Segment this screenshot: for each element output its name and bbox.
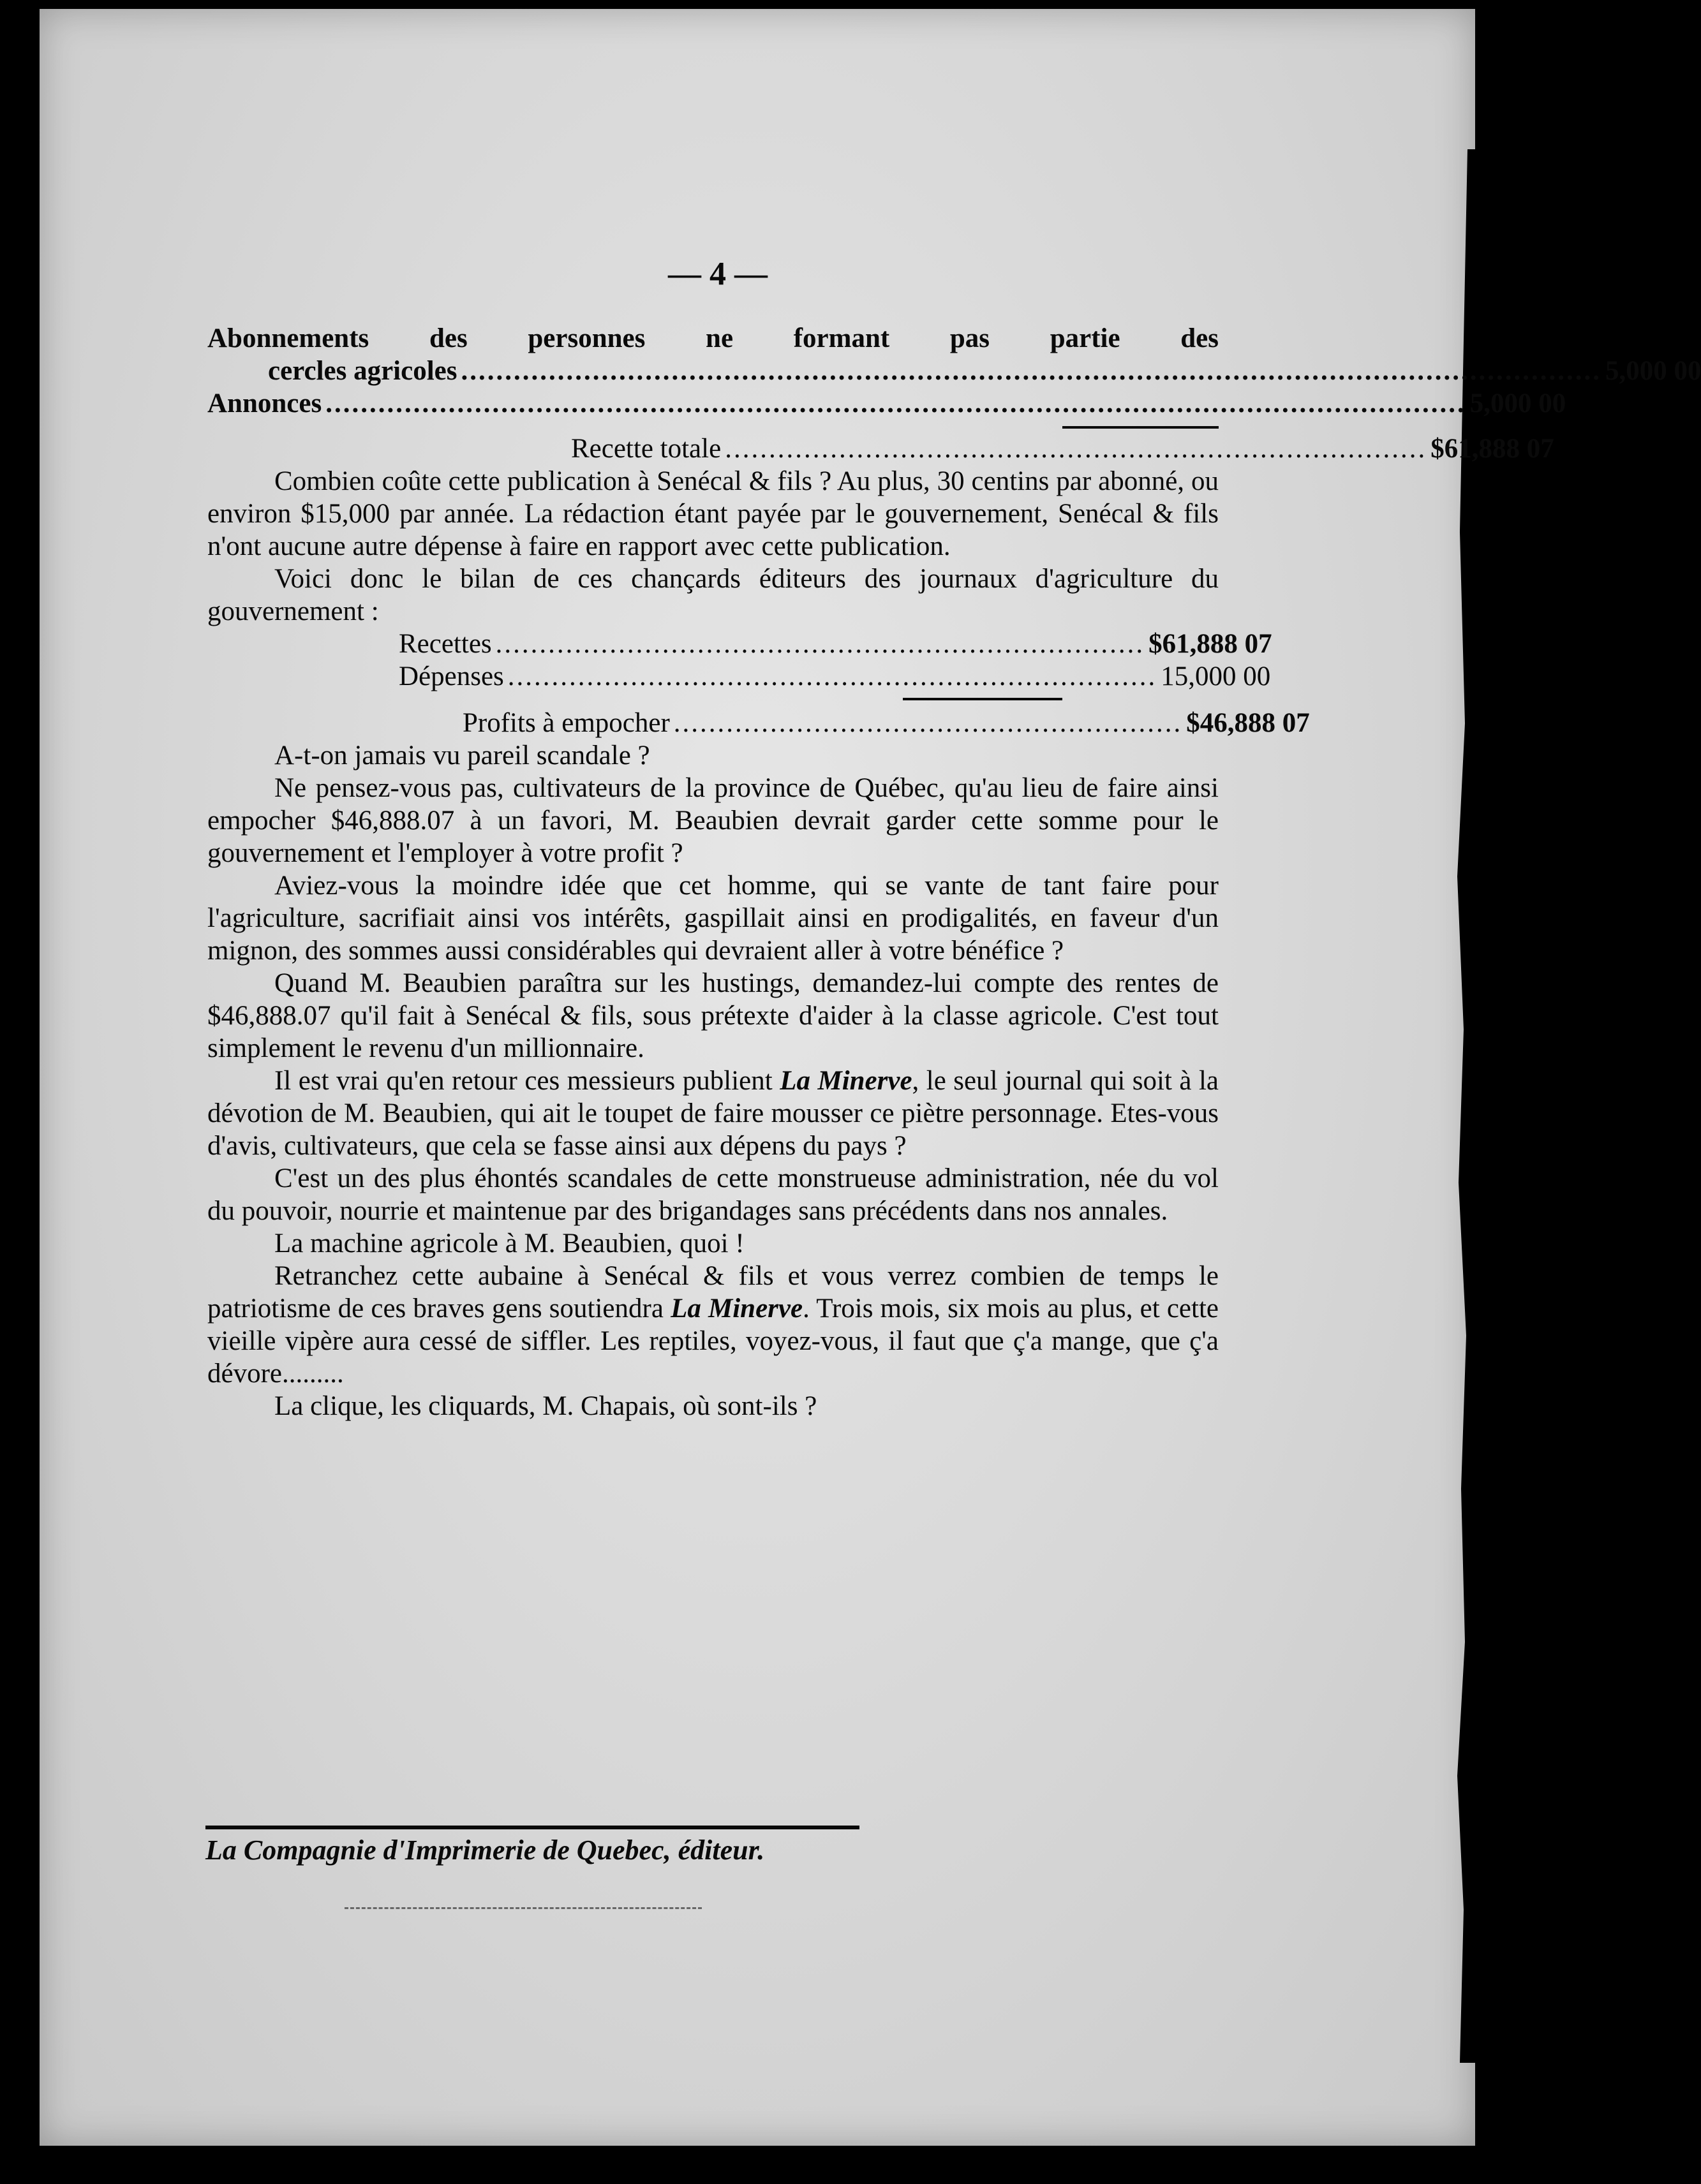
recettes-amount: $61,888 07 (1148, 629, 1272, 659)
footer-rule (205, 1826, 859, 1829)
profits-rule (903, 698, 1062, 700)
dot-leader: .......................................................................... (507, 661, 1157, 691)
dot-leader: .................................................................................................................................. (461, 356, 1601, 386)
dot-leader: .................................................................................................................................. (325, 388, 1466, 418)
footer-dashed-line (345, 1907, 702, 1909)
paragraph-moindre-idee: Aviez-vous la moindre idée que cet homme, qui se vante de tant faire pour l'agriculture, sacrifiait ainsi vos intérêts, gaspillait ainsi en prodigalités, en faveur d'un mignon, des sommes aussi considérables qui devraient aller à votre bénéfice ? (207, 871, 1219, 966)
paragraph-retranchez-part1: Retranchez cette aubaine à Senécal & fils et vous verrez combien de temps le patriotisme de ces braves gens soutiendra (207, 1261, 1219, 1324)
paragraph-minerve (207, 1065, 1219, 1162)
paragraph-scandale: A-t-on jamais vu pareil scandale ? (274, 741, 650, 771)
recette-totale-amount: $61,888 07 (1430, 434, 1554, 464)
annonces-row (207, 387, 1566, 420)
balance-table (399, 628, 1310, 739)
paragraph-retranchez-part2: . Trois mois, six mois au plus, et cette vieille vipère aura cessé de siffler. Les reptiles, voyez-vous, il faut que ç'a mange, que ç'a dévore......... (207, 1294, 1219, 1389)
document-body (207, 322, 1701, 1422)
paragraph-minerve-part1: Il est vrai qu'en retour ces messieurs publient (274, 1066, 780, 1096)
page-number: — 4 — (668, 256, 768, 292)
total-rule (1062, 426, 1219, 429)
dot-leader: .......................................................................... (495, 629, 1145, 659)
profits-amount: $46,888 07 (1186, 708, 1310, 738)
recettes-label: Recettes (399, 629, 492, 659)
depenses-label: Dépenses (399, 661, 504, 691)
la-minerve-title-2: La Minerve (671, 1294, 803, 1324)
subscriptions-line-1: Abonnements des personnes ne formant pas partie des (207, 323, 1219, 353)
recette-totale-label: Recette totale (571, 434, 722, 464)
cercles-agricoles-amount: 5,000 00 (1605, 356, 1701, 386)
cercles-agricoles-row (207, 355, 1701, 387)
paragraph-minerve-part2: , le seul journal qui soit à la dévotion de M. Beaubien, qui ait le toupet de faire mousser ce piètre personnage. Etes-vous d'avis, cultivateurs, que cela se fasse ainsi aux dépens du pays ? (207, 1066, 1219, 1161)
depenses-row (399, 660, 1271, 693)
paragraph-clique: La clique, les cliquards, M. Chapais, où sont-ils ? (274, 1391, 817, 1421)
annonces-label: Annonces (207, 388, 322, 418)
depenses-amount: 15,000 00 (1161, 661, 1271, 691)
paragraph-retranchez (207, 1260, 1219, 1390)
paragraph-cultivateurs: Ne pensez-vous pas, cultivateurs de la province de Québec, qu'au lieu de faire ainsi empocher $46,888.07 à un favori, M. Beaubien devrait garder cette somme pour le gouvernement et l'employer à votre profit ? (207, 773, 1219, 868)
paragraph-bilan: Voici donc le bilan de ces chançards éditeurs des journaux d'agriculture du gouvernement : (207, 564, 1219, 626)
profits-label: Profits à empocher (463, 708, 670, 738)
dot-leader: ................................................................................ (725, 434, 1427, 464)
recette-totale-row (571, 432, 1554, 465)
profits-row (463, 707, 1310, 739)
recettes-row (399, 628, 1272, 660)
la-minerve-title: La Minerve (780, 1066, 912, 1096)
dot-leader: .......................................................... (673, 708, 1183, 738)
paragraph-machine: La machine agricole à M. Beaubien, quoi ! (274, 1228, 745, 1258)
paragraph-cost: Combien coûte cette publication à Senécal & fils ? Au plus, 30 centins par abonné, ou environ $15,000 par année. La rédaction étant payée par le gouvernement, Senécal & fils n'ont aucune autre dépense à faire en rapport avec cette publication. (207, 466, 1219, 561)
paragraph-hustings: Quand M. Beaubien paraîtra sur les hustings, demandez-lui compte des rentes de $46,888.07 qu'il fait à Senécal & fils, sous prétexte d'aider à la classe agricole. C'est tout simplement le revenu d'un millionnaire. (207, 968, 1219, 1063)
annonces-amount: 5,000 00 (1469, 388, 1566, 418)
paragraph-administration: C'est un des plus éhontés scandales de cette monstrueuse administration, née du vol du pouvoir, nourrie et maintenue par des brigandages sans précédents dans nos annales. (207, 1163, 1219, 1226)
publisher-imprint: La Compagnie d'Imprimerie de Quebec, éditeur. (205, 1834, 765, 1866)
cercles-agricoles-label: cercles agricoles (268, 356, 457, 386)
